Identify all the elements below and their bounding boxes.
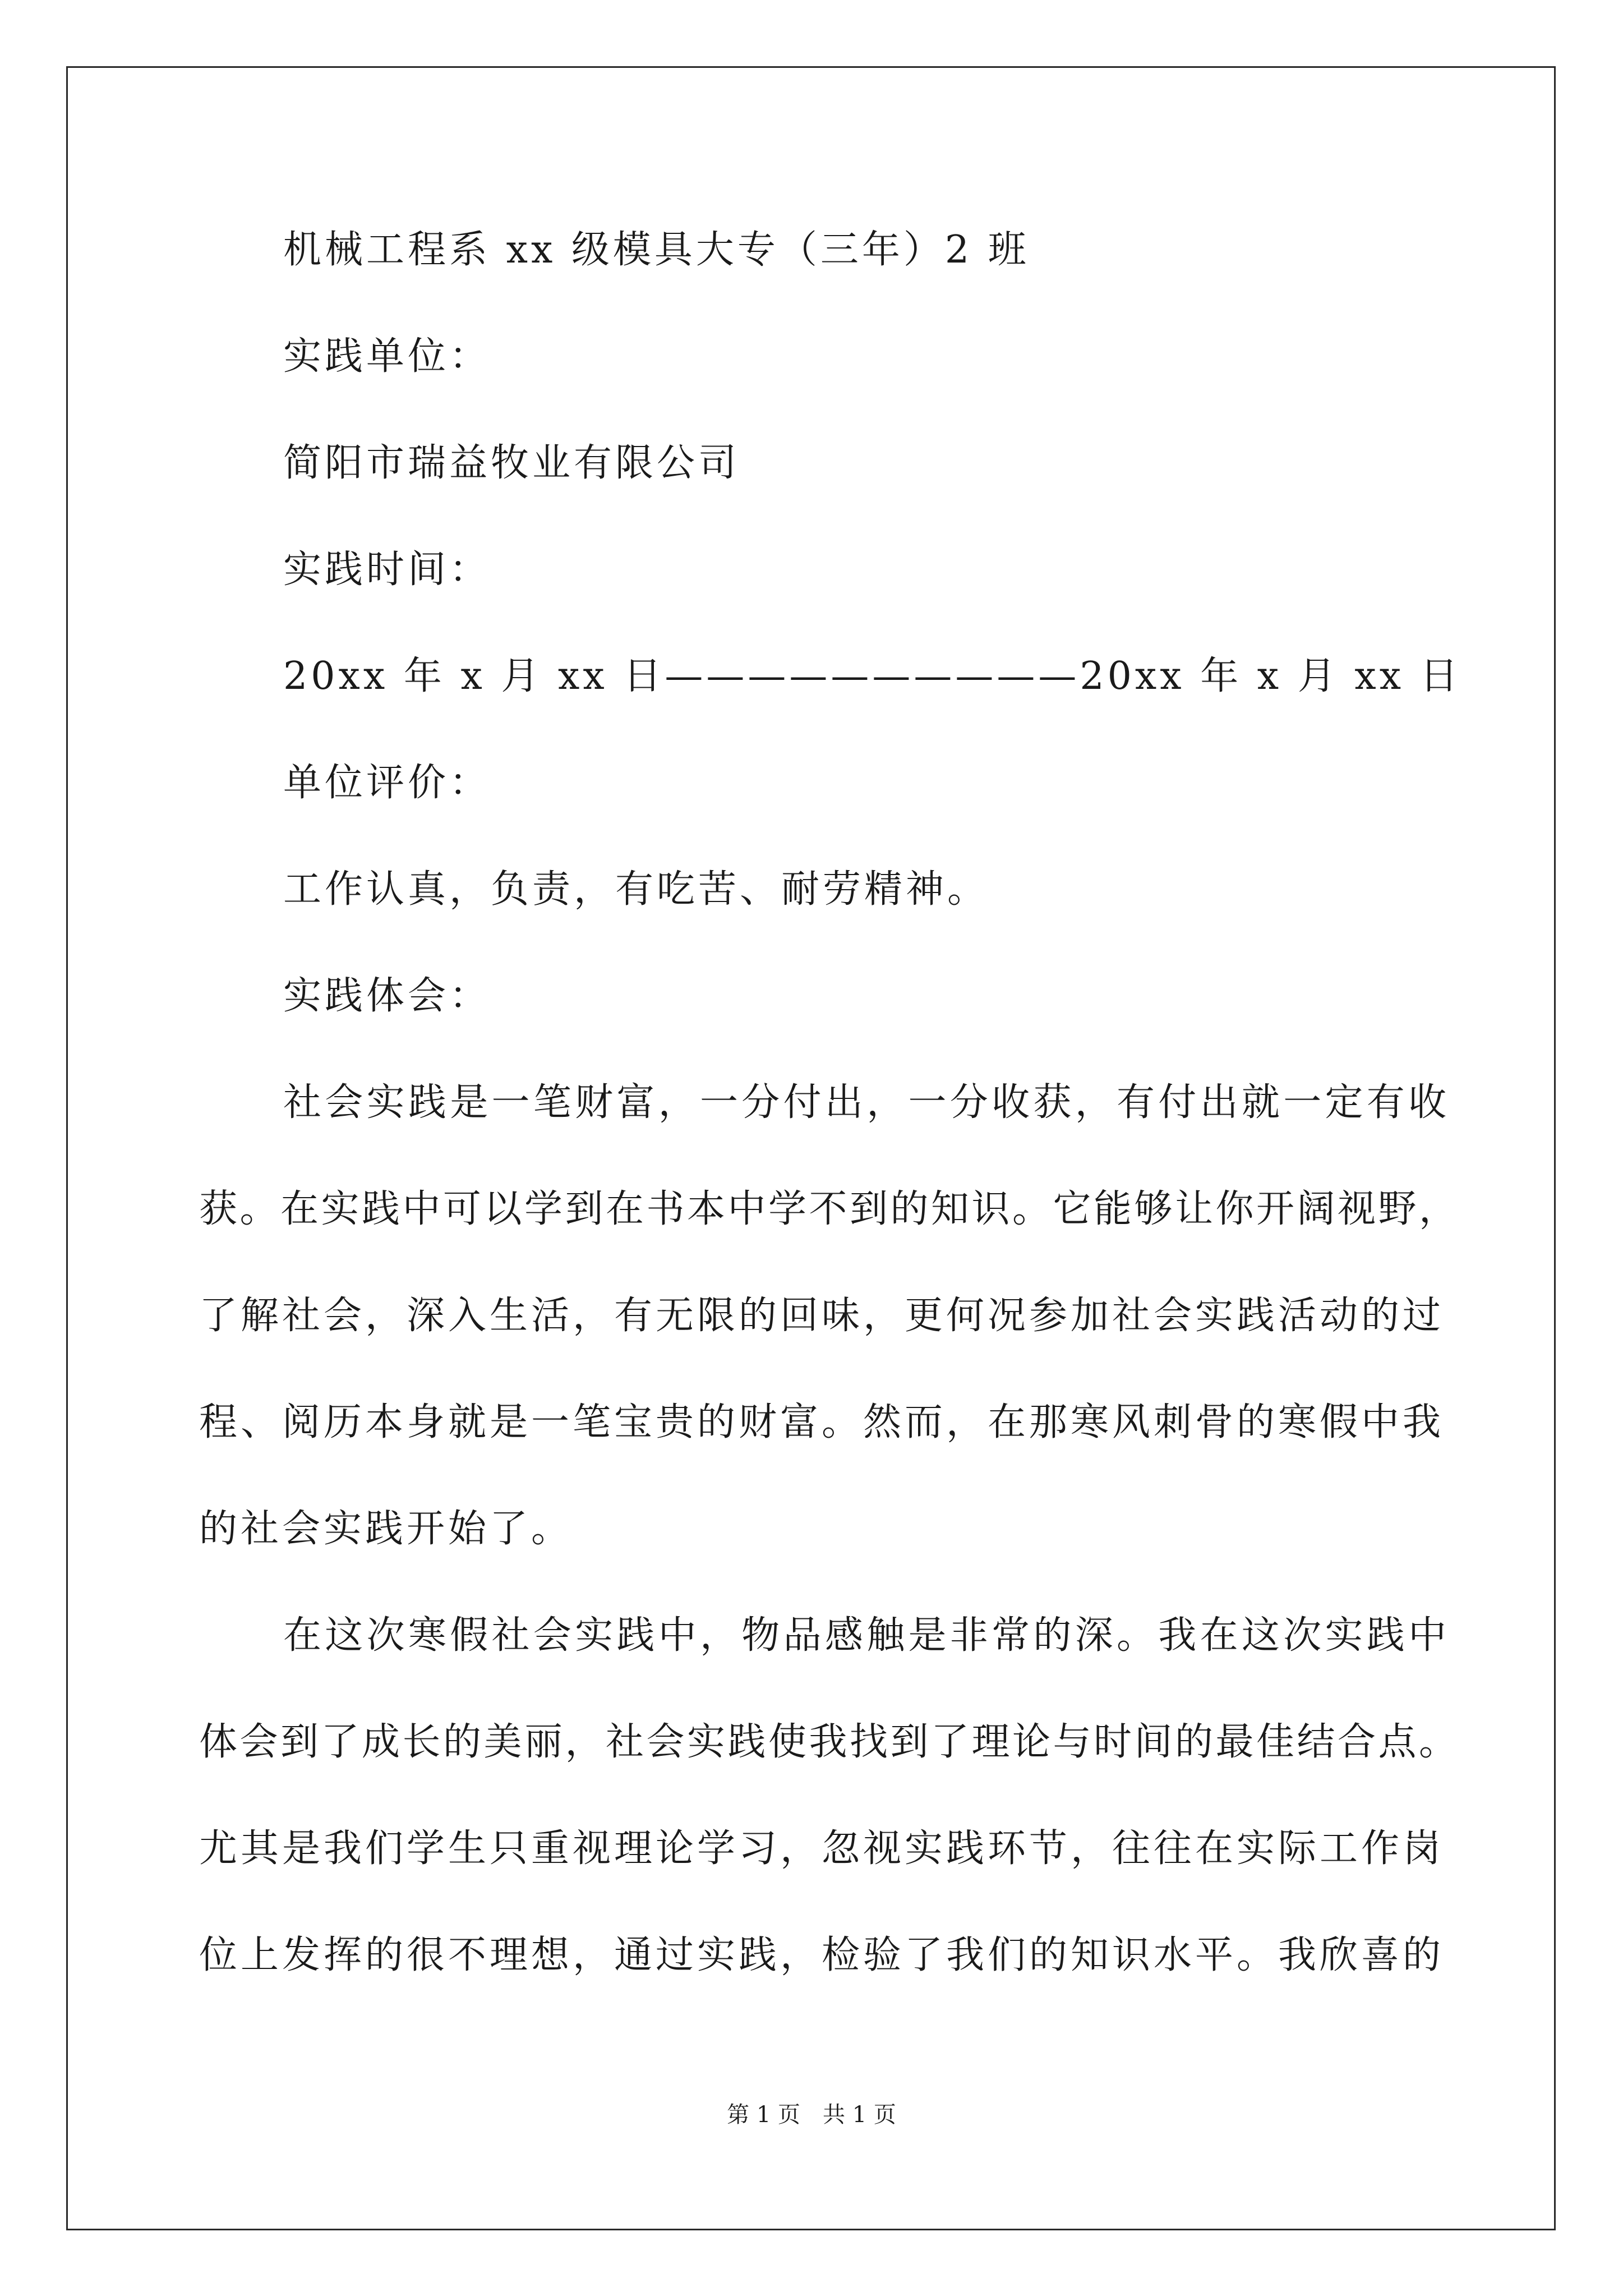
page-footer: 第 1 页 共 1 页 — [727, 2102, 896, 2128]
unit-evaluation-label: 单位评价： — [283, 761, 491, 805]
practice-time-label: 实践时间： — [283, 547, 491, 592]
paragraph-line: 体会到了成长的美丽，社会实践使我找到了理论与时间的最佳结合点。 — [199, 1720, 1460, 1764]
paragraph-line: 的社会实践开始了。 — [199, 1507, 573, 1551]
page-frame — [66, 66, 1556, 2230]
paragraph-line: 社会实践是一笔财富，一分付出，一分收获，有付出就一定有收 — [283, 1080, 1450, 1125]
practice-experience-label: 实践体会： — [283, 974, 491, 1018]
class-info-line: 机械工程系 xx 级模具大专（三年）2 班 — [283, 228, 1030, 272]
paragraph-line: 尤其是我们学生只重视理论学习，忽视实践环节，往往在实际工作岗 — [199, 1826, 1445, 1871]
practice-time-value: 20xx 年 x 月 xx 日——————————20xx 年 x 月 xx 日 — [283, 654, 1461, 698]
practice-unit-value: 简阳市瑞益牧业有限公司 — [283, 441, 740, 485]
practice-unit-label: 实践单位： — [283, 334, 491, 379]
paragraph-line: 获。在实践中可以学到在书本中学不到的知识。它能够让你开阔视野， — [199, 1187, 1460, 1231]
paragraph-line: 在这次寒假社会实践中，物品感触是非常的深。我在这次实践中 — [283, 1613, 1450, 1658]
unit-evaluation-value: 工作认真，负责，有吃苦、耐劳精神。 — [283, 867, 989, 912]
paragraph-line: 程、阅历本身就是一笔宝贵的财富。然而，在那寒风刺骨的寒假中我 — [199, 1400, 1445, 1444]
paragraph-line: 位上发挥的很不理想，通过实践，检验了我们的知识水平。我欣喜的 — [199, 1933, 1445, 1977]
paragraph-line: 了解社会，深入生活，有无限的回味，更何况参加社会实践活动的过 — [199, 1294, 1445, 1338]
